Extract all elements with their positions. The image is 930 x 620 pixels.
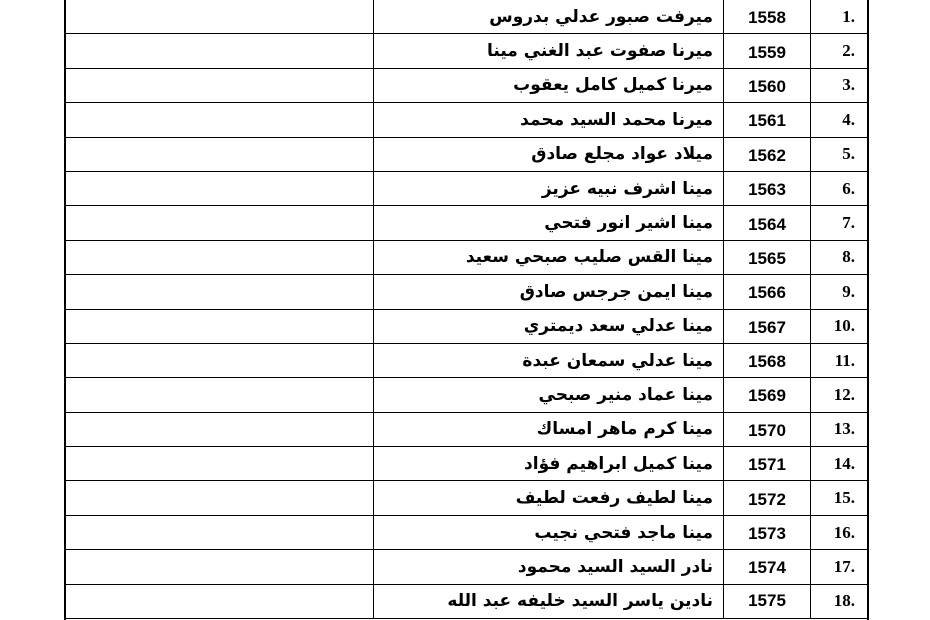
seat-number: 1563 [724,171,811,205]
row-number: 7. [811,206,870,240]
table-row [65,309,870,343]
student-name: مينا عدلي سمعان عبدة [374,343,724,377]
row-number: 4. [811,103,870,137]
table-row [65,103,870,137]
seat-number: 1565 [724,240,811,274]
student-name: مينا ماجد فتحي نجيب [374,515,724,549]
table-row [65,68,870,102]
table-row [65,481,870,515]
row-number: 16. [811,515,870,549]
table-row [65,0,870,34]
blank-cell [65,137,374,171]
row-number: 18. [811,584,870,618]
seat-number: 1561 [724,103,811,137]
seat-number: 1560 [724,68,811,102]
student-name: ميرفت صبور عدلي بدروس [374,0,724,34]
blank-cell [65,34,374,68]
seat-number: 1575 [724,584,811,618]
row-number: 11. [811,343,870,377]
roster-body [65,0,870,618]
table-row [65,447,870,481]
row-number: 2. [811,34,870,68]
blank-cell [65,550,374,584]
blank-cell [65,171,374,205]
student-name: مينا اشرف نبيه عزيز [374,171,724,205]
table-row [65,378,870,412]
table-row [65,584,870,618]
table-row [65,515,870,549]
blank-cell [65,275,374,309]
seat-number: 1570 [724,412,811,446]
row-number: 12. [811,378,870,412]
student-name: مينا القس صليب صبحي سعيد [374,240,724,274]
seat-number: 1559 [724,34,811,68]
student-name: مينا كميل ابراهيم فؤاد [374,447,724,481]
row-number: 14. [811,447,870,481]
row-number: 5. [811,137,870,171]
blank-cell [65,0,374,34]
blank-cell [65,584,374,618]
table-row [65,275,870,309]
student-name: مينا اشير انور فتحي [374,206,724,240]
blank-cell [65,103,374,137]
table-row [65,137,870,171]
student-name: ميرنا محمد السيد محمد [374,103,724,137]
seat-number: 1568 [724,343,811,377]
blank-cell [65,515,374,549]
seat-number: 1567 [724,309,811,343]
roster-table [64,0,869,619]
roster-sheet [64,0,869,620]
blank-cell [65,447,374,481]
blank-cell [65,378,374,412]
blank-cell [65,240,374,274]
student-name: مينا كرم ماهر امساك [374,412,724,446]
table-row [65,240,870,274]
student-name: مينا لطيف رفعت لطيف [374,481,724,515]
table-row [65,171,870,205]
student-name: ميرنا كميل كامل يعقوب [374,68,724,102]
blank-cell [65,343,374,377]
table-row [65,34,870,68]
row-number: 13. [811,412,870,446]
row-number: 8. [811,240,870,274]
student-name: نادين ياسر السيد خليفه عبد الله [374,584,724,618]
seat-number: 1572 [724,481,811,515]
seat-number: 1571 [724,447,811,481]
row-number: 9. [811,275,870,309]
row-number: 10. [811,309,870,343]
student-name: مينا عماد منير صبحي [374,378,724,412]
student-name: مينا ايمن جرجس صادق [374,275,724,309]
blank-cell [65,206,374,240]
blank-cell [65,412,374,446]
seat-number: 1564 [724,206,811,240]
row-number: 3. [811,68,870,102]
student-name: نادر السيد السيد محمود [374,550,724,584]
seat-number: 1558 [724,0,811,34]
student-name: ميرنا صفوت عبد الغني مينا [374,34,724,68]
table-row [65,206,870,240]
table-row [65,412,870,446]
seat-number: 1566 [724,275,811,309]
student-name: مينا عدلي سعد ديمتري [374,309,724,343]
seat-number: 1574 [724,550,811,584]
seat-number: 1573 [724,515,811,549]
blank-cell [65,481,374,515]
row-number: 17. [811,550,870,584]
seat-number: 1562 [724,137,811,171]
row-number: 6. [811,171,870,205]
table-row [65,550,870,584]
row-number: 15. [811,481,870,515]
blank-cell [65,68,374,102]
row-number: 1. [811,0,870,34]
table-row [65,343,870,377]
seat-number: 1569 [724,378,811,412]
blank-cell [65,309,374,343]
student-name: ميلاد عواد مجلع صادق [374,137,724,171]
